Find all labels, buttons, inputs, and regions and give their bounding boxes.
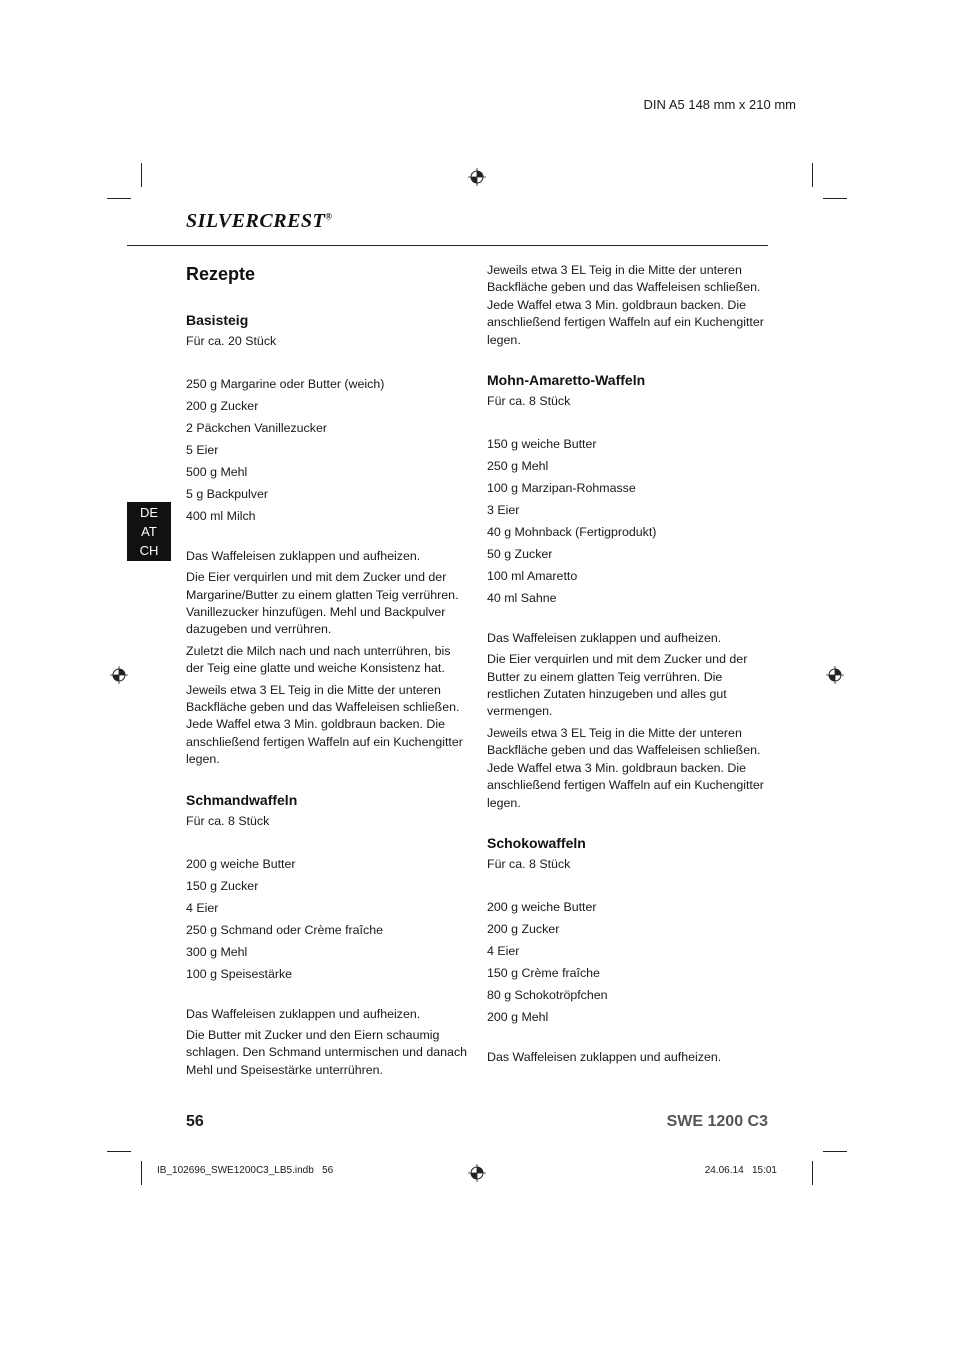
language-tab xyxy=(127,502,171,561)
ingredient-item: 100 g Speisestärke xyxy=(186,967,293,982)
registration-mark-icon xyxy=(468,168,486,186)
recipe-mohn-amaretto-waffeln xyxy=(487,371,769,812)
ingredient-item: 150 g Crème fraîche xyxy=(487,966,600,981)
logo-text: SILVERCREST xyxy=(186,210,326,232)
recipe-schmandwaffeln xyxy=(186,791,468,1079)
recipe-yield: Für ca. 8 Stück xyxy=(186,813,270,828)
ingredient-item: 200 g weiche Butter xyxy=(186,857,296,872)
instruction-step: Die Eier verquirlen und mit dem Zucker und der Margarine/Butter zu einem glatten Teig verrühren. Vanillezucker hinzufügen. Mehl und Backpulver dazugeben und verrühren. xyxy=(186,570,459,637)
instruction-step: Das Waffeleisen zuklappen und aufheizen. xyxy=(487,1049,722,1064)
crop-mark xyxy=(812,1161,813,1185)
ingredient-item: 250 g Schmand oder Crème fraîche xyxy=(186,923,383,938)
ingredient-item: 4 Eier xyxy=(487,944,520,959)
registration-mark-icon xyxy=(110,666,128,684)
ingredient-item: 250 g Margarine oder Butter (weich) xyxy=(186,377,385,392)
ingredient-item: 5 Eier xyxy=(186,443,219,458)
ingredient-list xyxy=(487,436,769,607)
page-number: 56 xyxy=(186,1113,204,1130)
registered-mark-icon: ® xyxy=(325,211,333,222)
header-rule xyxy=(127,245,768,246)
crop-mark xyxy=(141,1161,142,1185)
recipe-title: Mohn-Amaretto-Waffeln xyxy=(487,372,646,389)
recipe-title: Schokowaffeln xyxy=(487,834,586,851)
ingredient-item: 200 g weiche Butter xyxy=(487,900,597,915)
ingredient-item: 500 g Mehl xyxy=(186,465,248,480)
din-size-label: DIN A5 148 mm x 210 mm xyxy=(643,97,796,112)
ingredient-list xyxy=(487,899,769,1026)
ingredient-item: 50 g Zucker xyxy=(487,547,553,562)
crop-mark xyxy=(141,163,142,187)
right-column xyxy=(487,262,769,1070)
ingredient-item: 300 g Mehl xyxy=(186,945,248,960)
instruction-step: Das Waffeleisen zuklappen und aufheizen. xyxy=(186,1006,421,1021)
ingredient-item: 200 g Zucker xyxy=(186,399,259,414)
ingredient-item: 5 g Backpulver xyxy=(186,487,268,502)
language-at: AT xyxy=(141,524,157,539)
recipe-basisteig xyxy=(186,311,468,769)
crop-mark xyxy=(107,198,131,199)
ingredient-item: 3 Eier xyxy=(487,503,520,518)
ingredient-list xyxy=(186,376,468,525)
registration-mark-icon xyxy=(826,666,844,684)
page-title: Rezepte xyxy=(186,264,256,284)
instruction-step: Jeweils etwa 3 EL Teig in die Mitte der unteren Backfläche geben und das Waffeleisen schließen. Jede Waffel etwa 3 Min. goldbraun backen. Die anschließend fertigen Waffeln auf ein Kuchengitter legen. xyxy=(186,682,463,767)
crop-mark xyxy=(823,198,847,199)
ingredient-item: 100 g Marzipan-Rohmasse xyxy=(487,481,636,496)
crop-mark xyxy=(107,1151,131,1152)
registration-mark-icon xyxy=(468,1164,486,1182)
instruction-step: Das Waffeleisen zuklappen und aufheizen. xyxy=(487,630,722,645)
ingredient-item: 150 g Zucker xyxy=(186,879,259,894)
print-file-info: IB_102696_SWE1200C3_LB5.indb 56 xyxy=(157,1165,334,1176)
crop-mark xyxy=(823,1151,847,1152)
language-ch: CH xyxy=(139,543,159,558)
recipe-yield: Für ca. 8 Stück xyxy=(487,394,571,409)
recipe-title: Schmandwaffeln xyxy=(186,791,298,808)
language-de: DE xyxy=(139,505,159,520)
instruction-step: Die Butter mit Zucker und den Eiern schaumig schlagen. Den Schmand untermischen und danach Mehl und Speisestärke unterrühren. xyxy=(186,1027,468,1077)
ingredient-item: 40 g Mohnback (Fertigprodukt) xyxy=(487,525,657,540)
silvercrest-logo xyxy=(186,210,333,233)
ingredient-item: 200 g Zucker xyxy=(487,922,560,937)
ingredient-item: 40 ml Sahne xyxy=(487,591,557,606)
ingredient-item: 80 g Schokotröpfchen xyxy=(487,988,608,1003)
ingredient-list xyxy=(186,856,468,983)
ingredient-item: 4 Eier xyxy=(186,901,219,916)
instruction-step: Jeweils etwa 3 EL Teig in die Mitte der unteren Backfläche geben und das Waffeleisen schließen. Jede Waffel etwa 3 Min. goldbraun backen. Die anschließend fertigen Waffeln auf ein Kuchengitter legen. xyxy=(487,263,764,347)
recipe-schokowaffeln xyxy=(487,834,769,1066)
recipe-yield: Für ca. 20 Stück xyxy=(186,334,277,348)
ingredient-item: 400 ml Milch xyxy=(186,509,256,524)
instruction-step: Das Waffeleisen zuklappen und aufheizen. xyxy=(186,548,421,563)
recipe-title: Basisteig xyxy=(186,312,249,328)
ingredient-item: 2 Päckchen Vanillezucker xyxy=(186,421,327,436)
crop-mark xyxy=(812,163,813,187)
ingredient-item: 100 ml Amaretto xyxy=(487,569,578,584)
instruction-step: Zuletzt die Milch nach und nach unterrühren, bis der Teig eine glatte und weiche Konsistenz hat. xyxy=(186,643,451,676)
left-column xyxy=(186,263,468,1083)
ingredient-item: 150 g weiche Butter xyxy=(487,437,597,452)
ingredient-item: 200 g Mehl xyxy=(487,1010,549,1025)
ingredient-item: 250 g Mehl xyxy=(487,459,549,474)
recipe-yield: Für ca. 8 Stück xyxy=(487,856,571,871)
instruction-step: Jeweils etwa 3 EL Teig in die Mitte der unteren Backfläche geben und das Waffeleisen schließen. Jede Waffel etwa 3 Min. goldbraun backen. Die anschließend fertigen Waffeln auf ein Kuchengitter legen. xyxy=(487,725,764,810)
model-number: SWE 1200 C3 xyxy=(666,1113,768,1130)
instruction-step: Die Eier verquirlen und mit dem Zucker und der Butter zu einem glatten Teig verrühren. Die restlichen Zutaten hinzugeben und alles gut vermengen. xyxy=(487,652,748,719)
print-date-info: 24.06.14 15:01 xyxy=(704,1165,777,1176)
